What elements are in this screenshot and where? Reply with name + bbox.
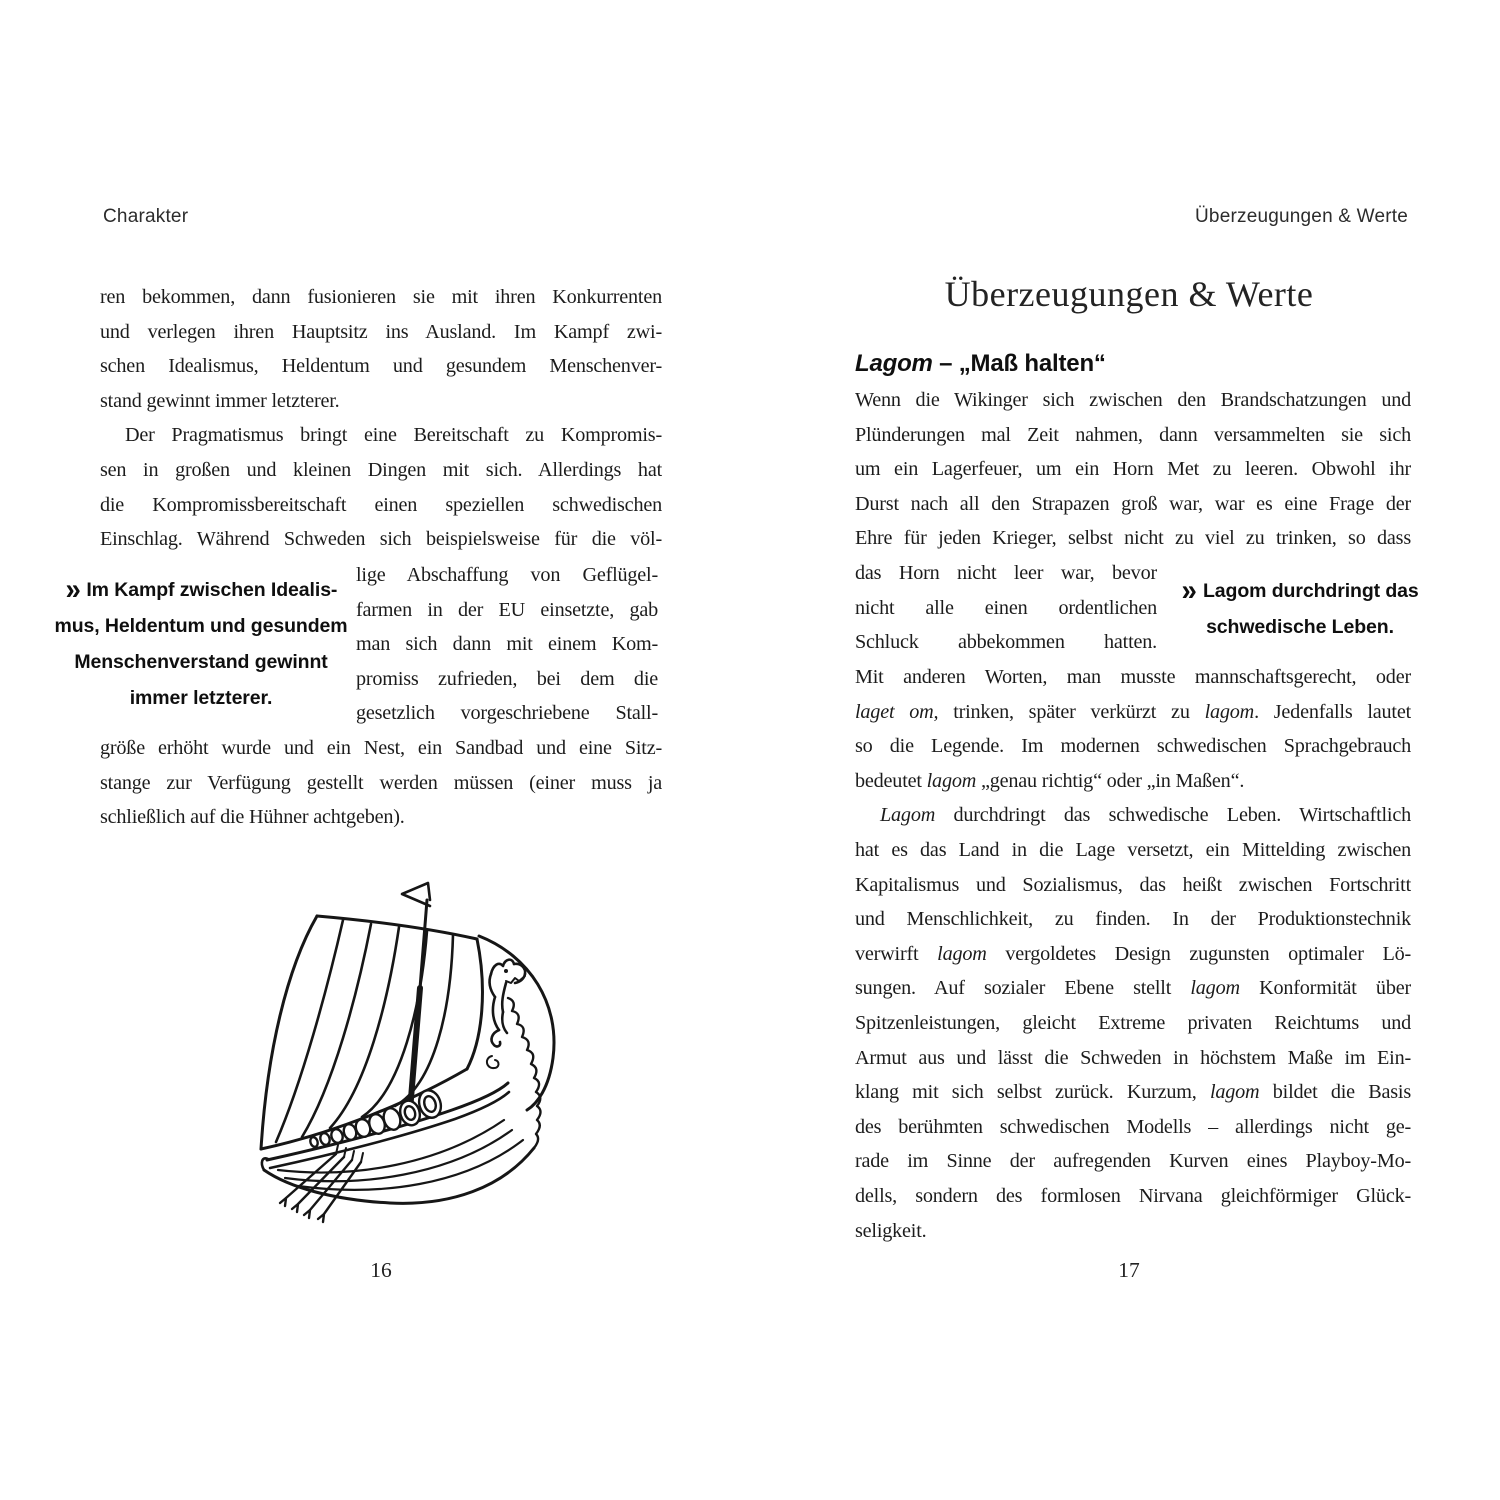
- chapter-title: Überzeugungen & Werte: [944, 274, 1314, 314]
- text-line: Lagom durchdringt das schwedische Leben. Wirtschaftlich: [880, 804, 1411, 827]
- text-line: Spitzenleistungen, gleicht Extreme privaten Reichtums und: [855, 1011, 1411, 1034]
- text-line: farmen in der EU einsetzte, gab: [356, 598, 658, 621]
- text-line: des berühmten schwedischen Modells – allerdings nicht ge-: [855, 1115, 1411, 1138]
- right-page-number: 17: [1118, 1258, 1140, 1282]
- text-line: und verlegen ihren Hauptsitz ins Ausland. Im Kampf zwi-: [100, 320, 662, 343]
- text-line: dells, sondern des formlosen Nirvana gleichförmiger Glück-: [855, 1184, 1411, 1207]
- text-line: hat es das Land in die Lage versetzt, ein Mittelding zwischen: [855, 838, 1411, 861]
- text-line: Mit anderen Worten, man musste mannschaftsgerecht, oder: [855, 666, 1411, 688]
- right-body-rest: [855, 660, 1411, 1248]
- text-line: Einschlag. Während Schweden sich beispielsweise für die völ-: [100, 528, 662, 551]
- text-line: um ein Lagerfeuer, um ein Horn Met zu leeren. Obwohl ihr: [855, 458, 1411, 481]
- text-line: ren bekommen, dann fusionieren sie mit ihren Konkurrenten: [100, 286, 662, 308]
- text-line: größe erhöht wurde und ein Nest, ein Sandbad und eine Sitz-: [100, 737, 662, 759]
- text-line: Der Pragmatismus bringt eine Bereitschaft zu Kompromis-: [125, 424, 662, 447]
- text-line: Lagom – „Maß halten“: [855, 350, 1106, 377]
- text-line: die Kompromissbereitschaft einen speziellen schwedischen: [100, 493, 662, 516]
- text-line: seligkeit.: [855, 1219, 927, 1242]
- text-line: stand gewinnt immer letzterer.: [100, 389, 340, 412]
- right-running-head: Überzeugungen & Werte: [1195, 206, 1408, 227]
- text-line: schen Idealismus, Heldentum und gesundem Menschenver-: [100, 355, 662, 378]
- left-body-narrow: [356, 558, 658, 731]
- text-line: klang mit sich selbst zurück. Kurzum, lagom bildet die Basis: [855, 1081, 1411, 1104]
- text-line: schließlich auf die Hühner achtgeben).: [100, 806, 405, 829]
- text-line: verwirft lagom vergoldetes Design zugunsten optimaler Lö-: [855, 942, 1411, 965]
- text-line: Armut aus und lässt die Schweden in höchstem Maße im Ein-: [855, 1046, 1411, 1069]
- text-line: » Im Kampf zwischen Idealis-: [65, 573, 338, 606]
- text-line: » Lagom durchdringt das: [1181, 574, 1419, 607]
- text-line: Durst nach all den Strapazen groß war, war es eine Frage der: [855, 492, 1411, 515]
- text-line: man sich dann mit einem Kom-: [356, 633, 658, 656]
- text-line: laget om, trinken, später verkürzt zu lagom. Jedenfalls lautet: [855, 700, 1411, 723]
- right-body-narrow: [855, 556, 1157, 660]
- right-pullquote: [1175, 573, 1425, 645]
- text-line: nicht alle einen ordentlichen: [855, 596, 1157, 619]
- pullquote-chevron-icon: »: [1181, 574, 1195, 607]
- text-line: Wenn die Wikinger sich zwischen den Brandschatzungen und: [855, 389, 1411, 411]
- text-line: und Menschlichkeit, zu finden. In der Produktionstechnik: [855, 908, 1411, 931]
- left-running-head: Charakter: [103, 206, 189, 227]
- right-body-top: [855, 383, 1411, 556]
- text-line: gesetzlich vorgeschriebene Stall-: [356, 702, 658, 725]
- text-line: Menschenverstand gewinnt: [74, 651, 328, 673]
- viking-ship-illustration: [240, 870, 575, 1235]
- text-line: Plünderungen mal Zeit nahmen, dann versammelten sie sich: [855, 423, 1411, 446]
- ship-hull: [262, 1083, 534, 1203]
- text-line: Kapitalismus und Sozialismus, das heißt zwischen Fortschritt: [855, 873, 1411, 896]
- text-line: so die Legende. Im modernen schwedischen Sprachgebrauch: [855, 735, 1411, 758]
- section-heading: [855, 347, 1411, 382]
- text-line: lige Abschaffung von Geflügel-: [356, 564, 658, 586]
- left-body-closing: [100, 731, 662, 835]
- text-line: stange zur Verfügung gestellt werden müssen (einer muss ja: [100, 771, 662, 794]
- text-line: promiss zufrieden, bei dem die: [356, 667, 658, 690]
- ship-dragon-head: [487, 960, 541, 1148]
- ship-sail: [261, 916, 482, 1149]
- text-line: das Horn nicht leer war, bevor: [855, 562, 1157, 584]
- text-line: bedeutet lagom „genau richtig“ oder „in Maßen“.: [855, 769, 1245, 792]
- text-line: rade im Sinne der aufregenden Kurven eines Playboy-Mo-: [855, 1150, 1411, 1173]
- pullquote-chevron-icon: »: [65, 573, 78, 606]
- text-line: schwedische Leben.: [1206, 616, 1394, 638]
- text-line: immer letzterer.: [129, 687, 273, 709]
- text-line: sungen. Auf sozialer Ebene stellt lagom Konformität über: [855, 977, 1411, 1000]
- left-pullquote: [50, 572, 352, 716]
- left-page-number: 16: [370, 1258, 392, 1282]
- text-line: sen in großen und kleinen Dingen mit sich. Allerdings hat: [100, 458, 662, 481]
- ship-mast: [409, 900, 427, 1123]
- left-body-top: [100, 280, 662, 557]
- text-line: Ehre für jeden Krieger, selbst nicht zu viel zu trinken, so dass: [855, 527, 1411, 550]
- text-line: Schluck abbekommen hatten.: [855, 631, 1157, 654]
- text-line: mus, Heldentum und gesundem: [54, 615, 348, 637]
